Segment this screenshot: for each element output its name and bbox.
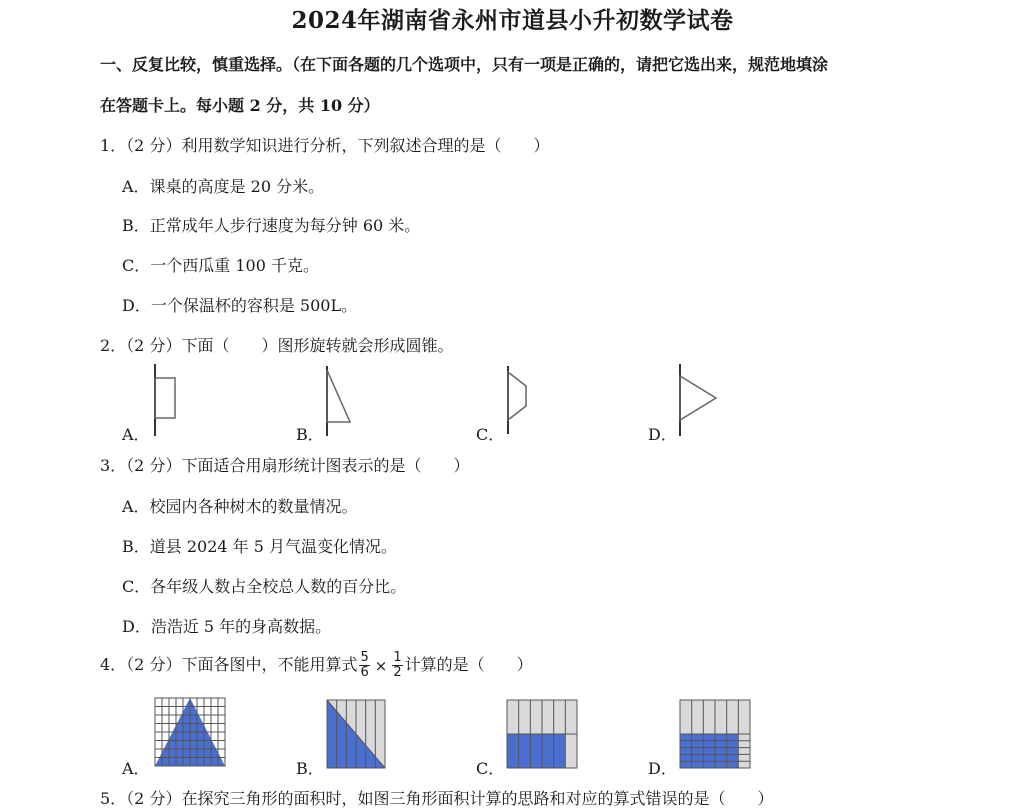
section-heading-line2: 在答题卡上。每小题 2 分，共 10 分） <box>100 96 380 115</box>
question-3-option-d[interactable]: D．浩浩近 5 年的身高数据。 <box>122 617 332 636</box>
fraction-2-denominator: 2 <box>393 665 402 680</box>
question-1-option-c[interactable]: C．一个西瓜重 100 千克。 <box>122 256 319 275</box>
section-heading-line1: 一、反复比较，慎重选择。（在下面各题的几个选项中，只有一项是正确的，请把它选出来，规范地填涂 <box>100 55 829 74</box>
question-4-option-b-label[interactable]: B． <box>296 759 324 778</box>
page-title: 2024年湖南省永州市道县小升初数学试卷 <box>291 7 734 34</box>
question-3-stem: 3．（2 分）下面适合用扇形统计图表示的是（ ） <box>100 456 470 475</box>
question-3-option-a[interactable]: A．校园内各种树木的数量情况。 <box>122 497 358 516</box>
fraction-five-sixths <box>359 651 369 680</box>
question-5-stem: 5．（2 分）在探究三角形的面积时，如图三角形面积计算的思路和对应的算式错误的是（ ） <box>100 789 774 808</box>
question-4-stem-after: 计算的是（ ） <box>404 655 533 674</box>
question-1-stem: 1．（2 分）利用数学知识进行分析，下列叙述合理的是（ ） <box>100 136 550 155</box>
question-1-option-b[interactable]: B．正常成年人步行速度为每分钟 60 米。 <box>122 216 421 235</box>
question-4-option-c-label[interactable]: C． <box>476 759 505 778</box>
right-triangle-axis-figure <box>323 364 353 438</box>
fraction-1-numerator: 5 <box>360 650 369 665</box>
multiply-sign: × <box>374 656 388 675</box>
trapezoid-axis-figure <box>504 364 530 436</box>
question-3-option-c[interactable]: C．各年级人数占全校总人数的百分比。 <box>122 577 407 596</box>
question-1-option-a[interactable]: A．课桌的高度是 20 分米。 <box>122 177 325 196</box>
fraction-one-half <box>392 651 402 680</box>
rectangle-axis-figure <box>150 362 180 438</box>
fraction-1-denominator: 6 <box>360 665 369 680</box>
question-4-option-a-label[interactable]: A． <box>122 759 150 778</box>
isosceles-triangle-axis-figure <box>676 362 720 438</box>
question-2-option-c-label[interactable]: C． <box>476 425 505 444</box>
columns-half-shaded-figure <box>507 700 577 768</box>
question-2-option-b-label[interactable]: B． <box>296 425 324 444</box>
triangle-in-grid-figure <box>155 698 225 768</box>
question-4-option-d-label[interactable]: D． <box>648 759 677 778</box>
diagonal-strips-figure <box>327 700 385 768</box>
question-4-stem <box>100 651 533 680</box>
question-1-option-d[interactable]: D．一个保温杯的容积是 500L。 <box>122 296 358 315</box>
fraction-2-numerator: 1 <box>393 650 402 665</box>
question-2-option-a-label[interactable]: A． <box>122 425 150 444</box>
question-3-option-b[interactable]: B．道县 2024 年 5 月气温变化情况。 <box>122 537 398 556</box>
question-2-option-d-label[interactable]: D． <box>648 425 677 444</box>
question-4-stem-before: 4．（2 分）下面各图中，不能用算式 <box>100 655 358 674</box>
columns-rows-shaded-figure <box>680 700 750 768</box>
question-2-stem: 2．（2 分）下面（ ）图形旋转就会形成圆锥。 <box>100 336 454 355</box>
